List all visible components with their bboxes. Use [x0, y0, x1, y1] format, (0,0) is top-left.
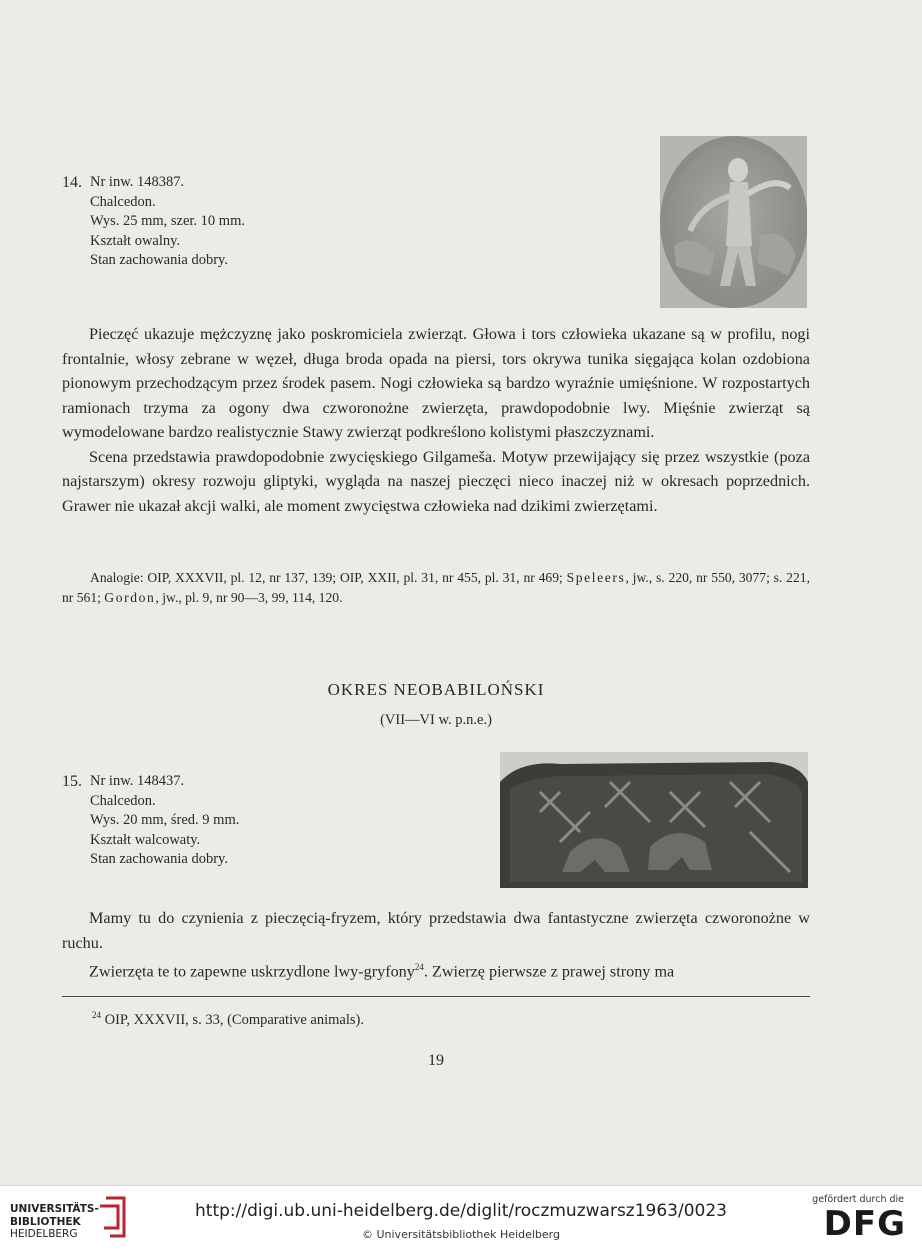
description-text: Zwierzęta te to zapewne uskrzydlone lwy-gryfony — [89, 962, 415, 981]
section-title: OKRES NEOBABILOŃSKI — [327, 680, 545, 699]
analogies-note — [62, 568, 810, 608]
dimensions: Wys. 20 mm, śred. 9 mm. — [90, 812, 240, 828]
material: Chalcedon. — [90, 792, 156, 809]
description-paragraph: Scena przedstawia prawdopodobnie zwycięskiego Gilgameša. Motyw przewijający się przez wszystkie (poza najstarszym) okresy rozwoju gliptyki, wygląda na naszej pieczęci nieco inaczej niż w okresach poprzednich. Grawer nie ukazał akcji walki, ale moment zwycięstwa człowieka nad dzikimi zwierzętami. — [62, 447, 810, 515]
analogies-text: , jw., pl. 9, nr 90—3, 99, 114, 120. — [155, 590, 343, 605]
description-15 — [62, 906, 810, 984]
catalogue-entry-15 — [62, 772, 362, 872]
description-paragraph — [62, 955, 810, 984]
shape: Kształt owalny. — [90, 232, 181, 249]
description-paragraph: Pieczęć ukazuje mężczyznę jako poskromiciela zwierząt. Głowa i tors człowieka ukazane są w profilu, nogi frontalnie, włosy zebrane w węzeł, długa broda opada na piersi, tors okrywa tunika sięgająca kolan ozdobiona pionowym przechodzącym przez środek pasem. Nogi człowieka są bardzo wyraźnie umięśnione. W rozpostartych ramionach trzyma za ogony dwa czworonożne zwierzęta, prawdopodobnie lwy. Mięśnie zwierząt są wymodelowane bardzo realistycznie Stawy zwierząt podkreślono kolistymi płaszczyznami. — [62, 325, 810, 441]
section-period: (VII—VI w. p.n.e.) — [380, 712, 492, 728]
condition: Stan zachowania dobry. — [90, 252, 228, 268]
catalogue-entry-14 — [62, 173, 362, 273]
shape: Kształt walcowaty. — [90, 831, 201, 848]
permalink[interactable]: http://digi.ub.uni-heidelberg.de/diglit/roczmuzwarsz1963/0023 — [195, 1201, 727, 1221]
author-name: Gordon — [104, 590, 156, 605]
dimensions: Wys. 25 mm, szer. 10 mm. — [90, 213, 245, 229]
copyright-notice: © Universitätsbibliothek Heidelberg — [361, 1228, 560, 1241]
seal-photo-15 — [500, 752, 808, 888]
author-name: Speleers — [566, 570, 626, 585]
inventory-number: Nr inw. 148387. — [90, 174, 185, 190]
material: Chalcedon. — [90, 193, 156, 210]
library-name: UNIVERSITÄTS- BIBLIOTHEK HEIDELBERG — [10, 1203, 99, 1240]
description-paragraph: Mamy tu do czynienia z pieczęcią-fryzem, który przedstawia dwa fantastyczne zwierzęta czworonożne w ruchu. — [62, 909, 810, 952]
description-14 — [62, 322, 810, 518]
footnote-text: OIP, XXXVII, s. 33, (Comparative animals). — [104, 1011, 364, 1028]
seal-photo-14 — [660, 136, 807, 308]
cylinder-seal-illustration — [500, 752, 808, 888]
dfg-logo: DFG — [823, 1204, 906, 1244]
analogies-text: Analogie: OIP, XXXVII, pl. 12, nr 137, 139; OIP, XXII, pl. 31, nr 455, pl. 31, nr 469; — [90, 570, 563, 585]
footnote-mark: 24 — [92, 1010, 101, 1020]
analogies-text: , jw., s. 220, nr 550, 3077; s. 221, nr 561; — [62, 570, 810, 605]
footnote — [92, 1010, 364, 1029]
funding-label: gefördert durch die — [812, 1194, 904, 1205]
seal-impression-illustration — [660, 136, 807, 308]
footnote-reference[interactable]: 24 — [414, 962, 424, 972]
entry-number: 15. — [62, 773, 82, 790]
description-text: . Zwierzę pierwsze z prawej strony ma — [423, 962, 675, 981]
condition: Stan zachowania dobry. — [90, 851, 228, 867]
page-number: 19 — [428, 1052, 444, 1069]
entry-number: 14. — [62, 174, 82, 191]
inventory-number: Nr inw. 148437. — [90, 773, 185, 789]
footnote-divider — [62, 996, 810, 997]
footer-bar — [0, 1185, 922, 1252]
